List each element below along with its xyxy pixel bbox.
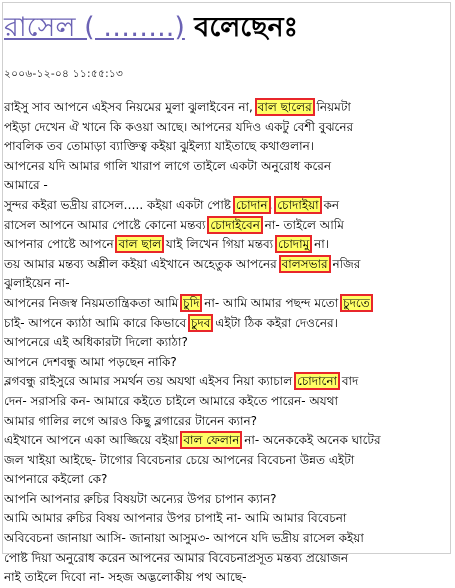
body-line (4, 98, 444, 118)
body-text: পইড়া দেখেন ঐ খানে কি কওয়া আছে। আপনের যদিও একটু বেশী বুঝনের (4, 119, 354, 134)
body-text: রাইসু সাব আপনে এইসব নিয়মের মুলা ঝুলাইবেন না, (4, 100, 257, 114)
body-line (4, 255, 444, 275)
body-text: নজির (328, 256, 361, 271)
highlighted-word: বাল ফেলান (183, 433, 240, 448)
body-line (4, 509, 444, 529)
body-text: আপনার পোষ্টে আপনে (4, 237, 118, 252)
body-line (4, 568, 444, 588)
body-text: না- তাইলে আমি (260, 217, 344, 232)
body-line (4, 118, 444, 138)
body-text: দেন- সরাসরি কন- আমারে কইতে চাইলে আমারে কইতে পারেন- অযথা (4, 393, 338, 408)
body-text: আপনারে কইলো কে? (4, 472, 108, 487)
body-text: আমারে - (4, 178, 48, 193)
body-text: আপনে দেশবন্ধু আমা পড়ছেন নাকি? (4, 354, 177, 369)
body-text: আপনের নিজস্ব নিয়মতান্ত্রিকতা আমি (4, 295, 183, 310)
body-text: পাবলিক তব তোমাড়া ব্যাক্তিত্ব কইয়া ঝুইল্যা যাইতাছে কথাগুলান। (4, 139, 315, 154)
body-text: বাদ (338, 374, 359, 389)
body-line (4, 431, 444, 451)
highlighted-word: চোদাইবেন (210, 217, 260, 232)
title-said-text: বলেছেনঃ (184, 12, 299, 43)
body-text: তয় আমার মন্তব্য অশ্লীল কইয়া এইখানে অহেতুক আপনের (4, 256, 281, 271)
body-line (4, 392, 444, 412)
body-text: নাই তাইলে দিবো না- সহজ অদ্ভলোকীয় পথ আছে- (4, 570, 247, 585)
body-text: আপনেরে এই অধিকারটা দিলো ক্যাঠা? (4, 335, 188, 350)
body-line (4, 549, 444, 569)
body-text: আপনি আপনার রুচির বিষয়টা অন্যের উপর চাপান ক্যান? (4, 491, 277, 506)
body-line (4, 216, 444, 236)
body-line (4, 490, 444, 510)
highlighted-word: বালসভার (281, 256, 328, 271)
post-title (4, 10, 298, 46)
body-line (4, 333, 444, 353)
highlighted-word: চুদতে (343, 295, 370, 310)
body-line (4, 412, 444, 432)
body-line (4, 176, 444, 196)
body-line (4, 353, 444, 373)
body-text: আমি আমার রুচির বিষয় আপনার উপর চাপাই না- আমি আমার বিবেচনা (4, 511, 347, 526)
body-text: নিয়মটা (312, 100, 351, 114)
body-text: ঝুলাইয়েন না- (4, 276, 70, 291)
body-line (4, 157, 444, 177)
body-line (4, 235, 444, 255)
body-text: আপনের যদি আমার গালি খারাপ লাগে তাইলে একটা অনুরোধ করেন (4, 158, 332, 173)
body-line (4, 274, 444, 294)
body-text: জল খাইয়া আইছে- টাগোর বিবেচনার চেয়ে আপনের বিবেচনা উন্নত এইটা (4, 452, 355, 467)
body-line (4, 451, 444, 471)
body-text: চাই- আপনে ক্যাঠা আমি কারে কিভাবে (4, 315, 190, 330)
body-text: এইখানে আপনে একা আজ্জিয়ে বইয়া (4, 433, 183, 448)
body-text: ব্লগবন্ধু রাইসুরে আমার সমর্থন তয় অযথা এইসব নিয়া ক্যাচাল (4, 374, 296, 389)
body-line (4, 137, 444, 157)
highlighted-word: চোদামু (277, 237, 310, 252)
body-text: যাই লিখেন গিয়া মন্তব্য (162, 237, 277, 252)
body-text: অবিবেচনা জানায়া আসি- জানায়া আসুম৩- আপনে যদি ভদ্রীয় রাসেল কইয়া (4, 531, 364, 546)
body-text: না। (310, 237, 329, 252)
body-line (4, 372, 444, 392)
highlighted-word: বাল ছাল (118, 237, 162, 252)
body-line (4, 294, 444, 314)
body-text: রাসেল আপনে আমার পোষ্টে কোনো মন্তব্য (4, 217, 210, 232)
body-line (4, 529, 444, 549)
body-line (4, 314, 444, 334)
body-text: আমার গালির লগে আরও কিছু ব্লগারের টানেন ক্যান? (4, 413, 257, 428)
post-timestamp: ২০০৬-১২-০৪ ১১:৫৫:১৩ (4, 68, 124, 80)
body-text: না- আমি আমার পছন্দ মতো (200, 295, 343, 310)
highlighted-word: চুদি (183, 295, 200, 310)
highlighted-word: চোদান (235, 197, 268, 212)
body-text: , (268, 197, 277, 212)
highlighted-word: বাল ছালের (257, 100, 312, 114)
author-link[interactable]: রাসেল ( ……..) (4, 12, 185, 43)
highlighted-word: চুদব (190, 315, 211, 330)
body-line (4, 470, 444, 490)
body-text: এইটা ঠিক কইরা দেওনের। (211, 315, 338, 330)
highlighted-word: চোদানো (296, 374, 338, 389)
body-text: সুন্দর কইরা ভদ্রীয় রাসেল….. কইয়া একটা পোষ্ট (4, 197, 235, 212)
post-body (4, 98, 444, 588)
body-text: না- অনেককেই অনেক ঘাটের (240, 433, 381, 448)
body-text: কন (319, 197, 340, 212)
body-text: পোষ্ট দিয়া অনুরোধ করেন আপনের আমার বিবেচনাপ্রসূত মন্তব্য প্রয়োজন (4, 550, 349, 565)
body-line (4, 196, 444, 216)
highlighted-word: চোদাইয়া (277, 197, 319, 212)
